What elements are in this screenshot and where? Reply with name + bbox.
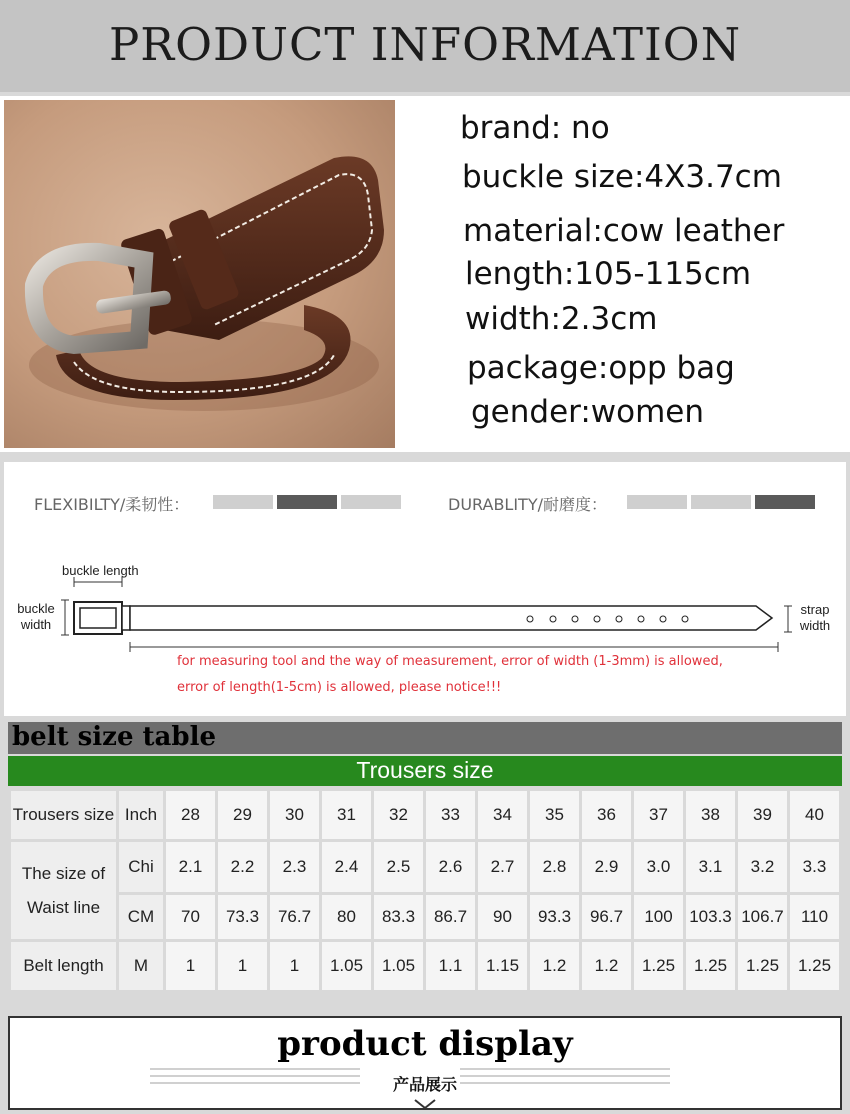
measurement-section: [4, 462, 846, 716]
cm-cell: 103.3: [686, 895, 735, 939]
cm-cell: 70: [166, 895, 215, 939]
chi-cell: 2.7: [478, 842, 527, 892]
inch-cell: 30: [270, 791, 319, 839]
cm-cell: 106.7: [738, 895, 787, 939]
chi-cell: 3.3: [790, 842, 839, 892]
size-table: [8, 788, 842, 993]
durability-label: DURABLITY/耐磨度：: [448, 495, 607, 514]
m-cell: 1.25: [790, 942, 839, 990]
spec-package: package:opp bag: [467, 350, 735, 386]
inch-cell: 32: [374, 791, 423, 839]
spec-brand: brand: no: [460, 110, 610, 146]
trousers-size-heading: Trousers size: [356, 757, 494, 783]
m-cell: 1.05: [374, 942, 423, 990]
cm-cell: 90: [478, 895, 527, 939]
product-display-subtitle: 产品展示: [392, 1077, 457, 1094]
waist-line-label: The size of Waist line: [11, 842, 116, 939]
inch-cell: 40: [790, 791, 839, 839]
chi-cell: 2.9: [582, 842, 631, 892]
chi-cell: 2.1: [166, 842, 215, 892]
chi-cell: 2.5: [374, 842, 423, 892]
cm-label: CM: [119, 895, 163, 939]
m-cell: 1.1: [426, 942, 475, 990]
inch-cell: 28: [166, 791, 215, 839]
chi-cell: 2.8: [530, 842, 579, 892]
m-cell: 1: [218, 942, 267, 990]
chi-cell: 2.4: [322, 842, 371, 892]
down-arrow-icon: [413, 1098, 437, 1110]
m-cell: 1.15: [478, 942, 527, 990]
m-cell: 1.2: [582, 942, 631, 990]
cm-cell: 83.3: [374, 895, 423, 939]
table-row: [11, 942, 839, 990]
table-row: [11, 842, 839, 892]
chi-cell: 2.6: [426, 842, 475, 892]
cm-cell: 100: [634, 895, 683, 939]
m-cell: 1.05: [322, 942, 371, 990]
m-label: M: [119, 942, 163, 990]
page-title: PRODUCT INFORMATION: [108, 18, 742, 71]
product-information-header: [0, 0, 850, 92]
inch-cell: 33: [426, 791, 475, 839]
cm-cell: 93.3: [530, 895, 579, 939]
table-row: [11, 791, 839, 839]
cm-cell: 73.3: [218, 895, 267, 939]
table-row: [11, 895, 839, 939]
cm-cell: 76.7: [270, 895, 319, 939]
belt-length-label: Belt length: [11, 942, 116, 990]
product-display-title: product display: [277, 1024, 573, 1064]
trousers-size-band: [8, 756, 842, 786]
inch-cell: 31: [322, 791, 371, 839]
chi-cell: 3.1: [686, 842, 735, 892]
inch-cell: 37: [634, 791, 683, 839]
measurement-note-1: for measuring tool and the way of measurement, error of width (1-3mm) is allowed,: [177, 654, 723, 669]
chi-cell: 3.0: [634, 842, 683, 892]
inch-cell: 36: [582, 791, 631, 839]
belt-illustration-icon: [4, 100, 395, 448]
chi-cell: 2.2: [218, 842, 267, 892]
cm-cell: 86.7: [426, 895, 475, 939]
measurement-note-2: error of length(1-5cm) is allowed, please notice!!!: [177, 680, 502, 695]
product-info-section: [0, 96, 850, 452]
inch-cell: 35: [530, 791, 579, 839]
size-table-header: [8, 722, 842, 754]
buckle-length-label: buckle length: [62, 563, 139, 578]
spec-gender: gender:women: [471, 394, 705, 430]
m-cell: 1.25: [686, 942, 735, 990]
belt-diagram-icon: [4, 462, 846, 716]
cm-cell: 110: [790, 895, 839, 939]
product-display-banner: [8, 1016, 842, 1110]
size-table-title: belt size table: [12, 722, 216, 752]
flexibility-label: FLEXIBILTY/柔韧性：: [34, 495, 190, 514]
m-cell: 1.25: [738, 942, 787, 990]
buckle-width-label: buckle width: [17, 601, 55, 632]
chi-label: Chi: [119, 842, 163, 892]
inch-label: Inch: [119, 791, 163, 839]
inch-cell: 29: [218, 791, 267, 839]
strap-width-label: strap width: [799, 602, 831, 633]
chi-cell: 3.2: [738, 842, 787, 892]
m-cell: 1: [270, 942, 319, 990]
chi-cell: 2.3: [270, 842, 319, 892]
m-cell: 1: [166, 942, 215, 990]
cm-cell: 96.7: [582, 895, 631, 939]
spec-width: width:2.3cm: [465, 301, 658, 337]
belt-photo: [4, 100, 395, 448]
spec-buckle-size: buckle size:4X3.7cm: [462, 159, 782, 195]
cm-cell: 80: [322, 895, 371, 939]
inch-cell: 38: [686, 791, 735, 839]
spec-length: length:105-115cm: [465, 256, 752, 292]
trousers-size-label: Trousers size: [11, 791, 116, 839]
spec-material: material:cow leather: [463, 213, 785, 249]
m-cell: 1.25: [634, 942, 683, 990]
inch-cell: 34: [478, 791, 527, 839]
inch-cell: 39: [738, 791, 787, 839]
m-cell: 1.2: [530, 942, 579, 990]
